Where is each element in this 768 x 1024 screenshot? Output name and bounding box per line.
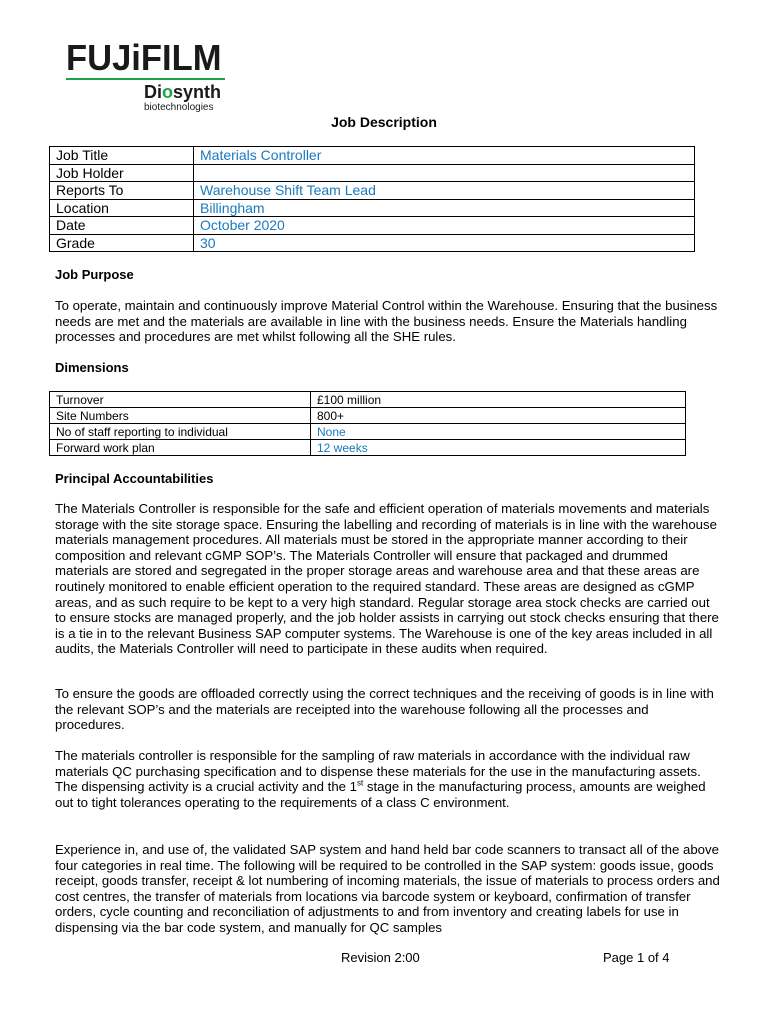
label-cell: Turnover	[50, 392, 311, 408]
value-cell	[194, 164, 695, 182]
value-cell: 12 weeks	[311, 440, 686, 456]
logo-subbrand-2: biotechnologies	[144, 102, 214, 113]
footer-page-number: Page 1 of 4	[603, 950, 670, 965]
paragraph-3-text-b: stage in the manufacturing process, amounts are weighed out to tight tolerances operating to the requirements of a class C environment.	[55, 779, 706, 810]
table-row	[50, 392, 686, 408]
paragraph-3-text-a: The materials controller is responsible for the sampling of raw materials in accordance with the individual raw materials QC purchasing specification and to dispense these materials for the use in the manufacturing assets. The dispensing activity is a crucial activity and the 1	[55, 748, 701, 795]
logo-brand: FUJiFILM	[66, 37, 222, 78]
label-cell: Job Holder	[50, 164, 194, 182]
table-row	[50, 408, 686, 424]
company-logo	[66, 37, 228, 113]
job-purpose-heading: Job Purpose	[55, 267, 134, 282]
footer-revision: Revision 2:00	[341, 950, 420, 965]
table-row	[50, 147, 695, 165]
accountabilities-paragraph-4: Experience in, and use of, the validated SAP system and hand held bar code scanners to transact all of the above four categories in real time. The following will be required to be controlled in the SAP system: goods issue, goods receipt, goods transfer, receipt & lot numbering of incoming materials, the issue of materials to process orders and cost centres, the transfer of materials from locations via barcode system or keyboard, confirmation of transfer orders, cycle counting and reconciliation of adjustments to and from inventory and creating labels for use in dispensing via the bar code system, and manually for QC samples	[55, 842, 720, 935]
label-cell: Location	[50, 199, 194, 217]
logo-sub-dot: o	[162, 82, 173, 102]
label-cell: Grade	[50, 234, 194, 252]
paragraph-3-sup: st	[357, 778, 364, 788]
label-cell: No of staff reporting to individual	[50, 424, 311, 440]
accountabilities-paragraph-3	[55, 748, 721, 810]
logo-subbrand	[144, 82, 221, 102]
value-cell: Billingham	[194, 199, 695, 217]
table-row	[50, 217, 695, 235]
accountabilities-paragraph-1: The Materials Controller is responsible for the safe and efficient operation of materials movements and materials storage with the site storage space. Ensuring the labelling and recording of materials is in line with the warehouse materials management procedures. All materials must be stored in the appropriate manner according to their composition and relevant cGMP SOP’s. The Materials Controller will ensure that packaged and drummed materials are stored and segregated in the proper storage areas and warehouse area and that these areas are routinely monitored to enable efficient operation to the required standard. These areas are designed as cGMP areas, and as such require to be kept to a very high standard. Regular storage area stock checks are carried out to ensure stocks are managed properly, and the job holder assists in carrying out stock checks ensuring that there is a tie in to the relevant Business SAP computer systems. The Warehouse is one of the key areas included in all audits, the Materials Controller will need to participate in these audits when required.	[55, 501, 719, 657]
value-cell: None	[311, 424, 686, 440]
value-cell: Warehouse Shift Team Lead	[194, 182, 695, 200]
dimensions-table	[49, 391, 686, 456]
table-row	[50, 424, 686, 440]
logo-sub-pre: Di	[144, 82, 162, 102]
label-cell: Job Title	[50, 147, 194, 165]
logo-rule	[66, 78, 225, 80]
table-row	[50, 199, 695, 217]
label-cell: Date	[50, 217, 194, 235]
table-row	[50, 164, 695, 182]
logo-sub-post: synth	[173, 82, 222, 102]
table-row	[50, 440, 686, 456]
job-info-table	[49, 146, 695, 252]
accountabilities-heading: Principal Accountabilities	[55, 471, 214, 486]
value-cell: Materials Controller	[194, 147, 695, 165]
dimensions-heading: Dimensions	[55, 360, 129, 375]
document-title: Job Description	[331, 114, 437, 130]
label-cell: Site Numbers	[50, 408, 311, 424]
accountabilities-paragraph-2: To ensure the goods are offloaded correctly using the correct techniques and the receiving of goods is in line with the relevant SOP’s and the materials are receipted into the warehouse following all the processes and procedures.	[55, 686, 714, 733]
value-cell: 30	[194, 234, 695, 252]
label-cell: Reports To	[50, 182, 194, 200]
label-cell: Forward work plan	[50, 440, 311, 456]
value-cell: 800+	[311, 408, 686, 424]
table-row	[50, 182, 695, 200]
value-cell: £100 million	[311, 392, 686, 408]
table-row	[50, 234, 695, 252]
job-purpose-text: To operate, maintain and continuously improve Material Control within the Warehouse. Ensuring that the business needs are met and the materials are available in line with the business needs. Ensure the Materials handling processes and procedures are met whilst following all the SHE rules.	[55, 298, 718, 345]
value-cell: October 2020	[194, 217, 695, 235]
